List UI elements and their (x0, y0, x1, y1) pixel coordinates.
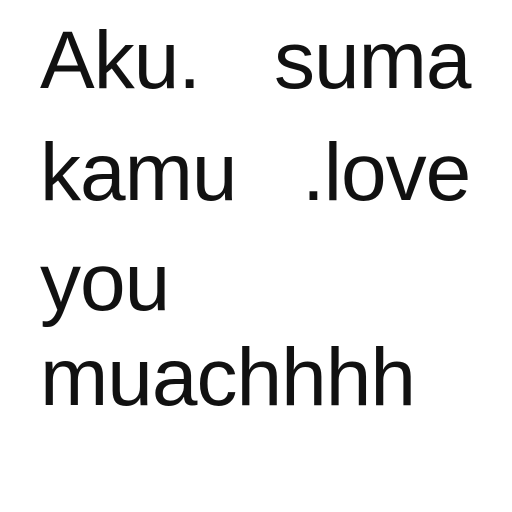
text-word-kamu: kamu (40, 127, 237, 218)
text-word-muachhhh: muachhhh (40, 332, 415, 423)
text-word-aku: Aku. (40, 15, 201, 106)
text-word-suma: suma (274, 15, 471, 106)
text-word-you: you (40, 237, 170, 328)
text-word-love: .love (302, 127, 471, 218)
